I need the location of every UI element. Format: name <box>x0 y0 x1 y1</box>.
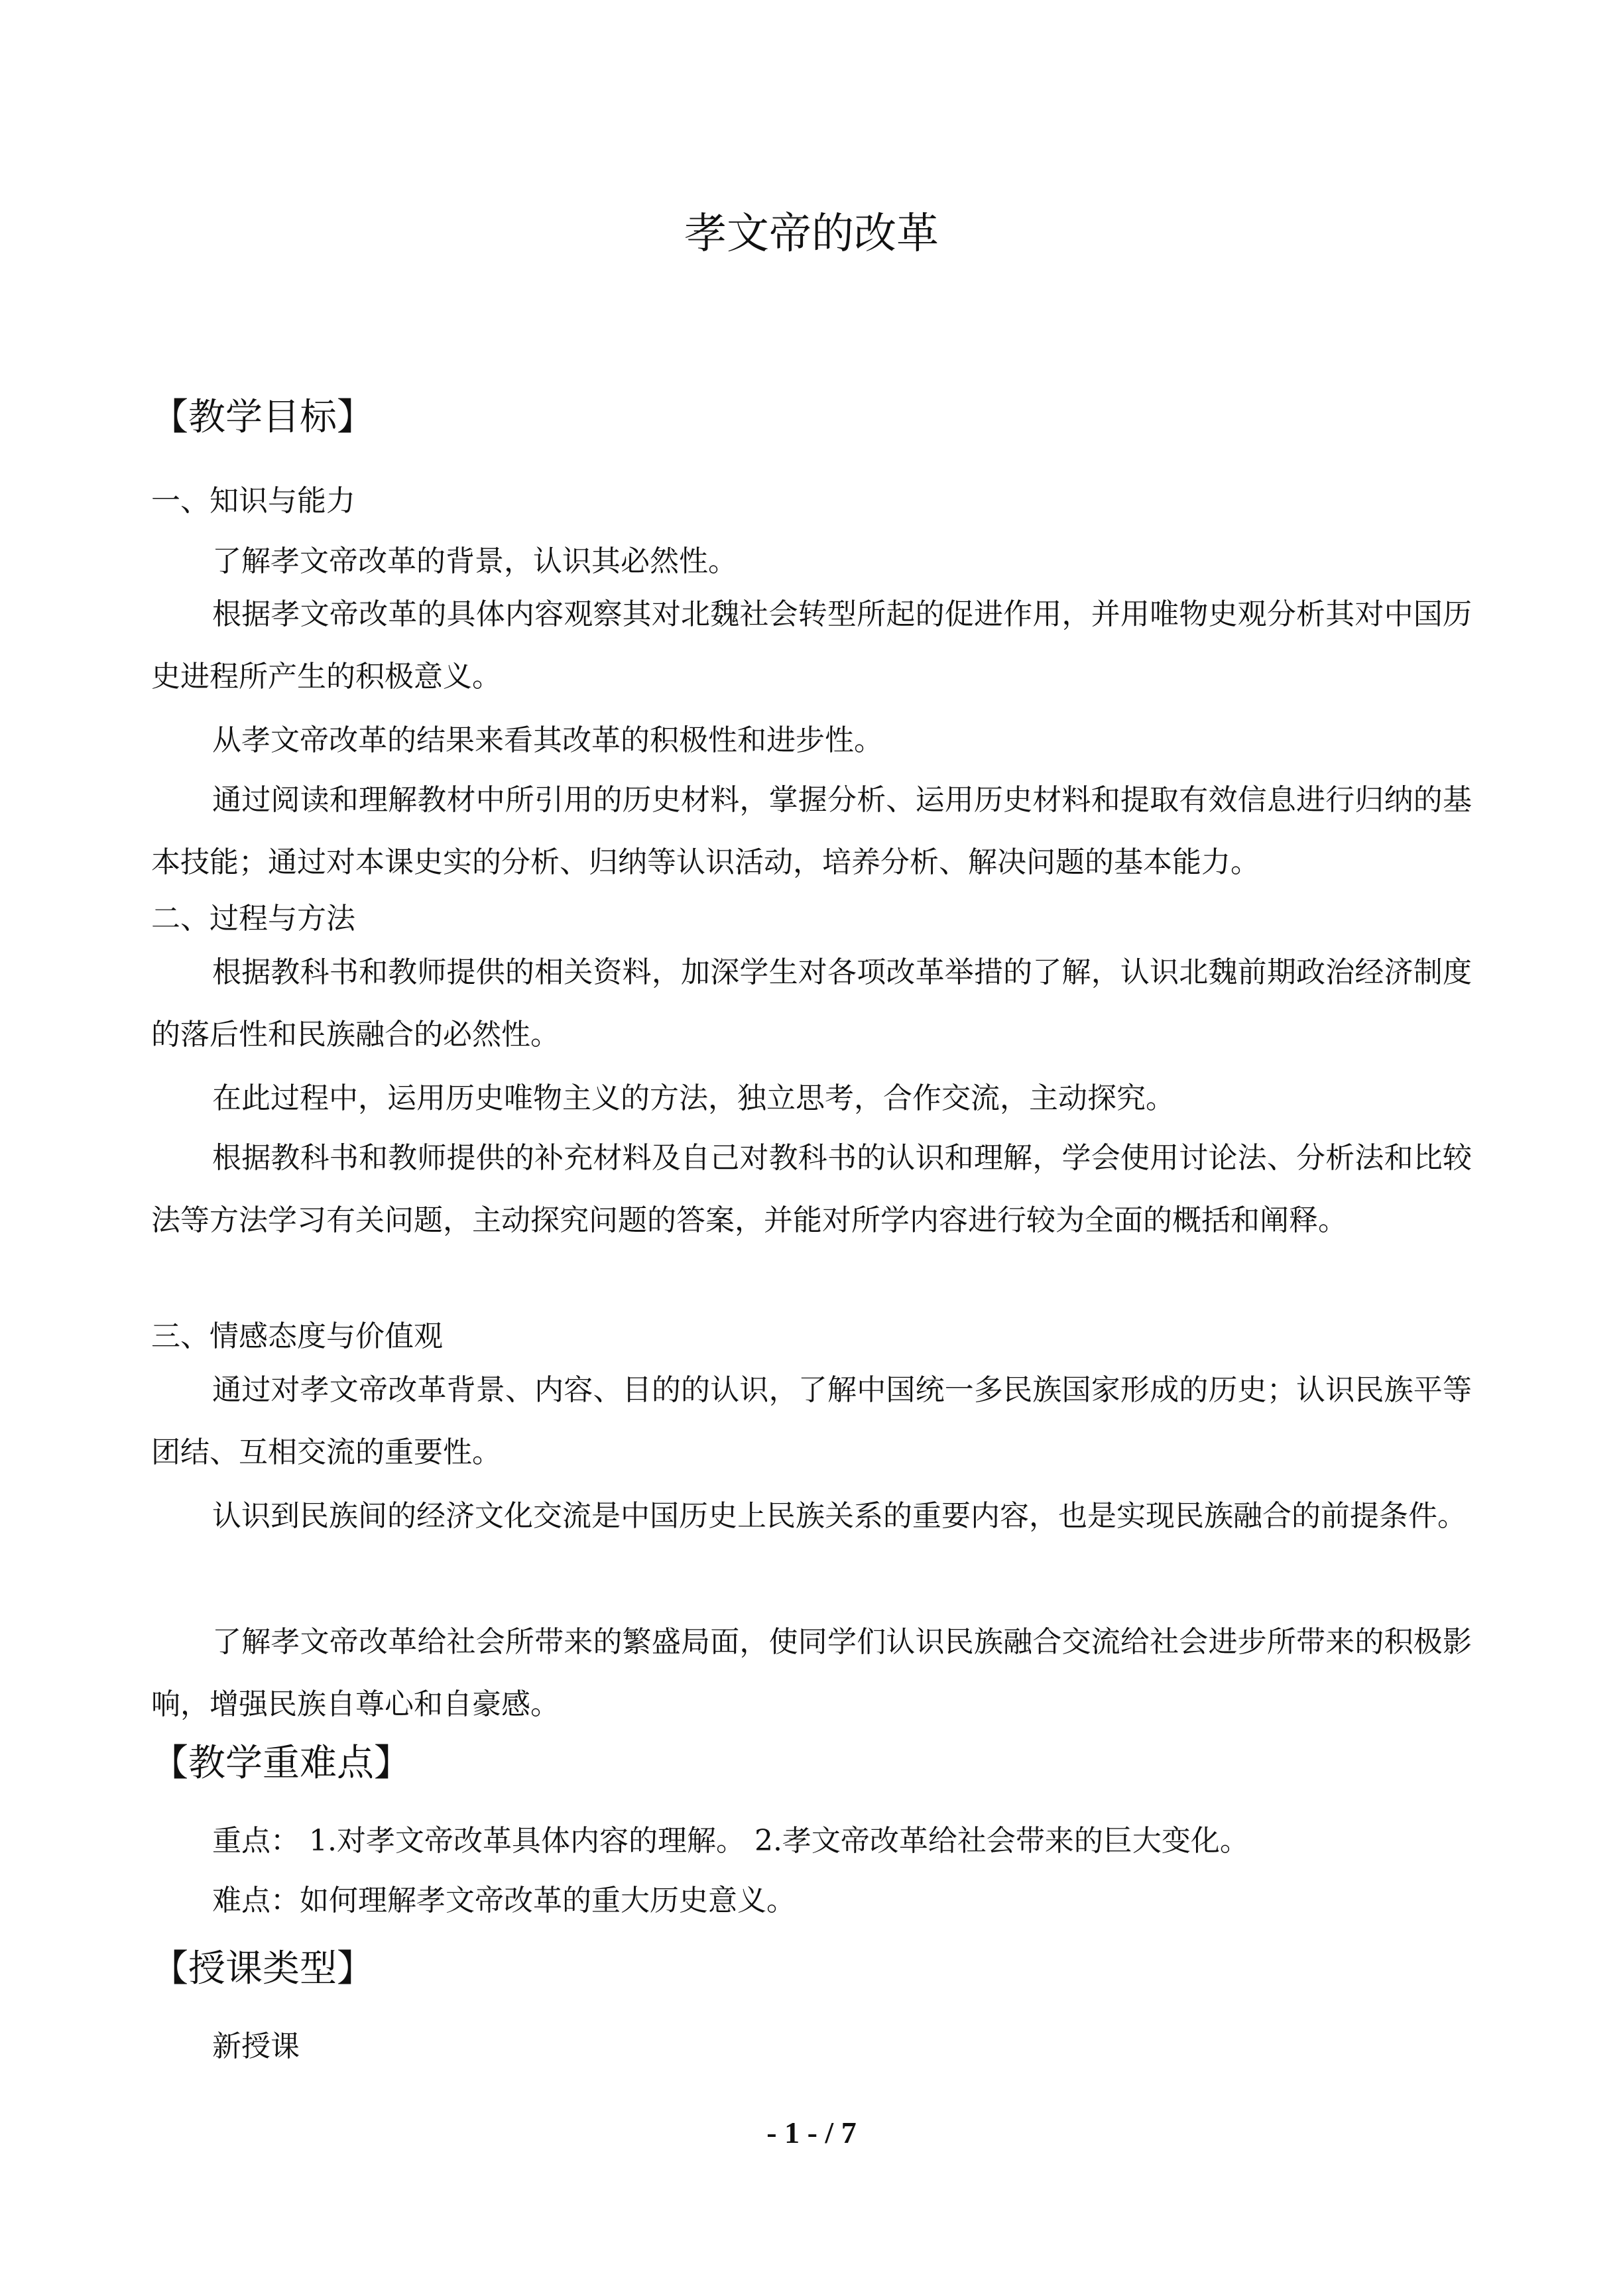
section-lesson-type: 【授课类型】 <box>151 1947 374 1990</box>
paragraph: 根据孝文帝改革的具体内容观察其对北魏社会转型所起的促进作用，并用唯物史观分析其对中国历史进程所产生的积极意义。 <box>151 597 1472 694</box>
paragraph-difficulty: 难点：如何理解孝文帝改革的重大历史意义。 <box>212 1884 796 1917</box>
heading-process-method: 二、过程与方法 <box>151 902 355 936</box>
paragraph-key-point: 重点： 1.对孝文帝改革具体内容的理解。 2.孝文帝改革给社会带来的巨大变化。 <box>212 1824 1249 1858</box>
paragraph: 了解孝文帝改革给社会所带来的繁盛局面，使同学们认识民族融合交流给社会进步所带来的积极影响，增强民族自尊心和自豪感。 <box>151 1625 1472 1721</box>
section-teaching-goals: 【教学目标】 <box>151 396 374 439</box>
document-title: 孝文帝的改革 <box>684 210 939 259</box>
paragraph: 根据教科书和教师提供的相关资料，加深学生对各项改革举措的了解，认识北魏前期政治经济制度的落后性和民族融合的必然性。 <box>151 955 1472 1052</box>
paragraph: 从孝文帝改革的结果来看其改革的积极性和进步性。 <box>212 723 883 757</box>
paragraph-lesson-type: 新授课 <box>212 2029 300 2063</box>
paragraph: 了解孝文帝改革的背景，认识其必然性。 <box>212 544 737 578</box>
page-number: - 1 - / 7 <box>766 2116 857 2149</box>
paragraph: 根据教科书和教师提供的补充材料及自己对教科书的认识和理解，学会使用讨论法、分析法和比较法等方法学习有关问题，主动探究问题的答案，并能对所学内容进行较为全面的概括和阐释。 <box>151 1141 1472 1237</box>
paragraph: 在此过程中，运用历史唯物主义的方法，独立思考，合作交流，主动探究。 <box>212 1081 1175 1115</box>
paragraph: 通过阅读和理解教材中所引用的历史材料，掌握分析、运用历史材料和提取有效信息进行归纳的基本技能；通过对本课史实的分析、归纳等认识活动，培养分析、解决问题的基本能力。 <box>151 783 1472 879</box>
heading-knowledge-ability: 一、知识与能力 <box>151 484 355 518</box>
section-key-difficulties: 【教学重难点】 <box>151 1742 411 1785</box>
heading-emotion-values: 三、情感态度与价值观 <box>151 1319 443 1353</box>
paragraph: 认识到民族间的经济文化交流是中国历史上民族关系的重要内容，也是实现民族融合的前提条件。 <box>212 1499 1467 1533</box>
paragraph: 通过对孝文帝改革背景、内容、目的的认识，了解中国统一多民族国家形成的历史；认识民族平等团结、互相交流的重要性。 <box>151 1373 1472 1469</box>
